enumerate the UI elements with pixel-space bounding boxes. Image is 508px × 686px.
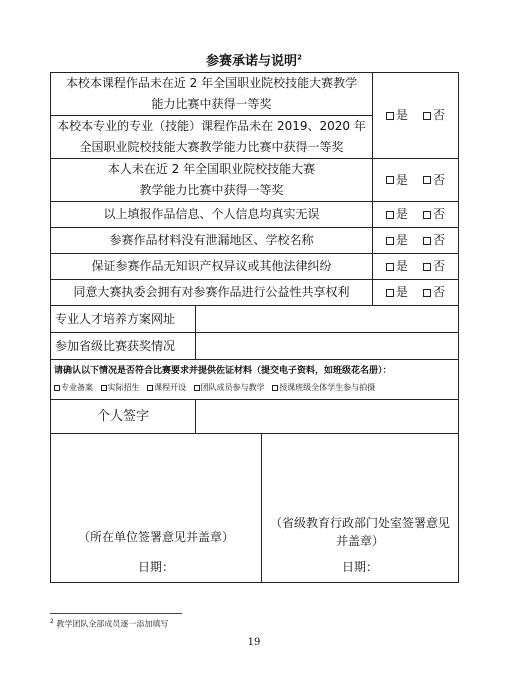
provincial-award-label: 参加省级比赛获奖情况 [51, 333, 196, 359]
checkbox-icon [423, 211, 431, 219]
provincial-approval-text: （省级教育行政部门处室签署意见 并盖章） [269, 516, 450, 548]
yes-option[interactable]: 是 [386, 108, 408, 122]
checkbox-icon [386, 211, 394, 219]
statement-cell: 本人未在近 2 年全国职业院校技能大赛 教学能力比赛中获得一等奖 [51, 159, 373, 202]
statement-cell: 参赛作品材料没有泄漏地区、学校名称 [51, 228, 373, 254]
checkbox-icon [194, 385, 200, 391]
statement-cell: 同意大赛执委会拥有对参赛作品进行公益性共享权利 [51, 280, 373, 306]
signature-row [51, 400, 459, 434]
check-list [51, 379, 458, 399]
checkbox-icon [101, 385, 107, 391]
page-number: 19 [247, 637, 261, 648]
yes-option[interactable]: 是 [386, 233, 408, 247]
yes-option[interactable]: 是 [386, 259, 408, 273]
unit-approval-date: 日期： [137, 560, 174, 574]
statement-cell: 以上填报作品信息、个人信息均真实无误 [51, 202, 373, 228]
table-row [51, 280, 459, 306]
option-cell [373, 202, 459, 228]
table-row [51, 434, 459, 583]
statement-cell: 保证参赛作品无知识产权异议或其他法律纠纷 [51, 254, 373, 280]
checkbox-icon [423, 289, 431, 297]
title-footnote-ref: 2 [297, 53, 302, 62]
option-cell [373, 254, 459, 280]
checkbox-icon [147, 385, 153, 391]
checkbox-icon [423, 237, 431, 245]
table-row [51, 159, 459, 202]
table-row [51, 254, 459, 280]
check-item[interactable]: 授课班级全体学生参与拍摄 [272, 383, 375, 392]
table-row [51, 400, 459, 434]
option-cell [373, 159, 459, 202]
table-row [51, 228, 459, 254]
option-cell [373, 280, 459, 306]
unit-approval-text: （所在单位签署意见并盖章） [77, 530, 234, 544]
checkbox-icon [386, 112, 394, 120]
checkbox-icon [423, 263, 431, 271]
provincial-award-row [51, 333, 459, 360]
checkbox-icon [386, 237, 394, 245]
program-url-input[interactable] [196, 306, 459, 332]
provincial-approval-date: 日期： [341, 560, 378, 574]
option-cell [373, 73, 459, 159]
yes-option[interactable]: 是 [386, 173, 408, 187]
table-row [51, 202, 459, 228]
no-option[interactable]: 否 [423, 173, 445, 187]
no-option[interactable]: 否 [423, 285, 445, 299]
checkbox-icon [423, 176, 431, 184]
commitment-table [50, 72, 459, 583]
checkbox-icon [386, 176, 394, 184]
check-item[interactable]: 团队成员参与教学 [194, 383, 265, 392]
checkbox-icon [386, 263, 394, 271]
checkbox-icon [386, 289, 394, 297]
checkbox-icon [423, 112, 431, 120]
page-title: 参赛承诺与说明$^2$ [206, 53, 302, 69]
program-url-row [51, 306, 459, 333]
unit-approval-cell[interactable] [51, 434, 262, 582]
signature-label: 个人签字 [51, 400, 196, 433]
no-option[interactable]: 否 [423, 207, 445, 221]
program-url-label: 专业人才培养方案网址 [51, 306, 196, 332]
check-item[interactable]: 课程开设 [147, 383, 186, 392]
footnote-divider [50, 613, 182, 614]
checkbox-icon [272, 385, 278, 391]
yes-option[interactable]: 是 [386, 207, 408, 221]
table-row [51, 73, 459, 116]
statement-cell: 本校本专业的专业（技能）课程作品未在 2019、2020 年 全国职业院校技能大赛教学能力比赛中获得一等奖 [51, 116, 373, 159]
check-item[interactable]: 实际招生 [101, 383, 140, 392]
provincial-approval-cell[interactable] [262, 434, 459, 582]
table-row [51, 306, 459, 333]
checkbox-icon [54, 385, 60, 391]
table-row [51, 333, 459, 360]
confirm-cell [51, 360, 459, 400]
no-option[interactable]: 否 [423, 108, 445, 122]
table-row [51, 360, 459, 400]
confirm-text: 请确认以下情况是否符合比赛要求并提供佐证材料（提交电子资料，如班级花名册）： [54, 366, 392, 376]
provincial-award-input[interactable] [196, 333, 459, 359]
footnote: $^2$ 教学团队全部成员逐一添加填写 [50, 618, 169, 629]
yes-option[interactable]: 是 [386, 285, 408, 299]
approval-row [51, 434, 459, 583]
check-item[interactable]: 专业备案 [54, 383, 93, 392]
no-option[interactable]: 否 [423, 259, 445, 273]
statement-cell: 本校本课程作品未在近 2 年全国职业院校技能大赛教学 能力比赛中获得一等奖 [51, 73, 373, 116]
no-option[interactable]: 否 [423, 233, 445, 247]
option-cell [373, 228, 459, 254]
signature-input[interactable] [196, 400, 459, 433]
